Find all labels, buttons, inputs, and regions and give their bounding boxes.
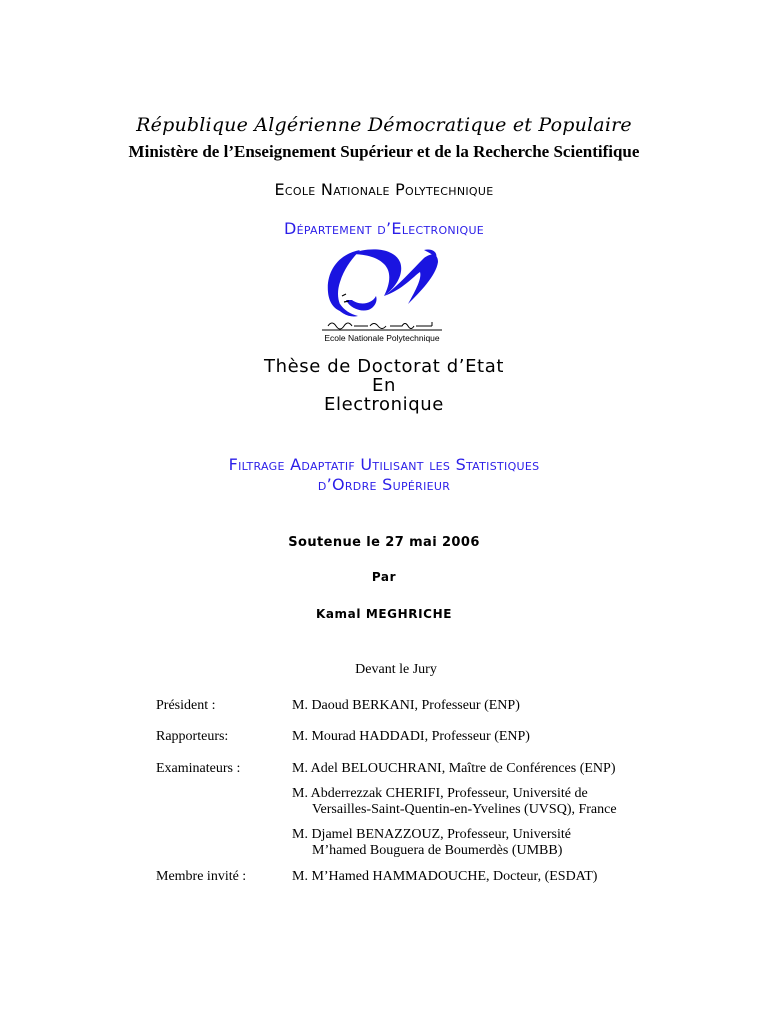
role-rapporteurs: Rapporteurs: xyxy=(156,729,229,744)
member-examinateur-3-line2: M’hamed Bouguera de Boumerdès (UMBB) xyxy=(312,843,563,858)
member-examinateur-1 xyxy=(292,761,616,777)
school-name: Ecole Nationale Polytechnique xyxy=(274,180,494,199)
role-president: Président : xyxy=(156,698,216,713)
logo-arabic-caption xyxy=(328,322,432,329)
enp-logo xyxy=(320,246,444,346)
member-examinateur-1-line1: M. Adel BELOUCHRANI, Maître de Conférences (ENP) xyxy=(292,761,616,776)
thesis-title-line2: d’Ordre Supérieur xyxy=(317,475,451,494)
thesis-title-line1: Filtrage Adaptatif Utilisant les Statistiques xyxy=(228,455,540,474)
member-examinateur-3-line1: M. Djamel BENAZZOUZ, Professeur, Université xyxy=(292,827,571,842)
role-examinateurs: Examinateurs : xyxy=(156,761,241,776)
defense-date: Soutenue le 27 mai 2006 xyxy=(288,535,480,550)
member-rapporteur: M. Mourad HADDADI, Professeur (ENP) xyxy=(292,729,530,744)
member-invited: M. M’Hamed HAMMADOUCHE, Docteur, (ESDAT) xyxy=(292,869,598,884)
thesis-type-line2: En xyxy=(372,375,396,396)
enp-logo-mark xyxy=(328,249,438,316)
thesis-type-line3: Electronique xyxy=(324,394,444,415)
republic-heading: République Algérienne Démocratique et Populaire xyxy=(136,114,632,136)
role-invited: Membre invité : xyxy=(156,869,247,884)
member-examinateur-2-line2: Versailles-Saint-Quentin-en-Yvelines (UVSQ), France xyxy=(312,802,617,817)
member-examinateur-2-line1: M. Abderrezzak CHERIFI, Professeur, Université de xyxy=(292,786,588,801)
member-examinateur-2 xyxy=(292,786,617,818)
member-president: M. Daoud BERKANI, Professeur (ENP) xyxy=(292,698,520,713)
author-name: Kamal MEGHRICHE xyxy=(315,607,453,621)
logo-caption: Ecole Nationale Polytechnique xyxy=(324,333,440,343)
ministry-heading: Ministère de l’Enseignement Supérieur et de la Recherche Scientifique xyxy=(128,142,640,161)
jury-heading: Devant le Jury xyxy=(355,662,437,677)
member-examinateur-3 xyxy=(292,827,571,859)
department-name: Département d’Electronique xyxy=(283,219,485,238)
by-label: Par xyxy=(371,570,397,584)
thesis-type-line1: Thèse de Doctorat d’Etat xyxy=(264,356,504,377)
